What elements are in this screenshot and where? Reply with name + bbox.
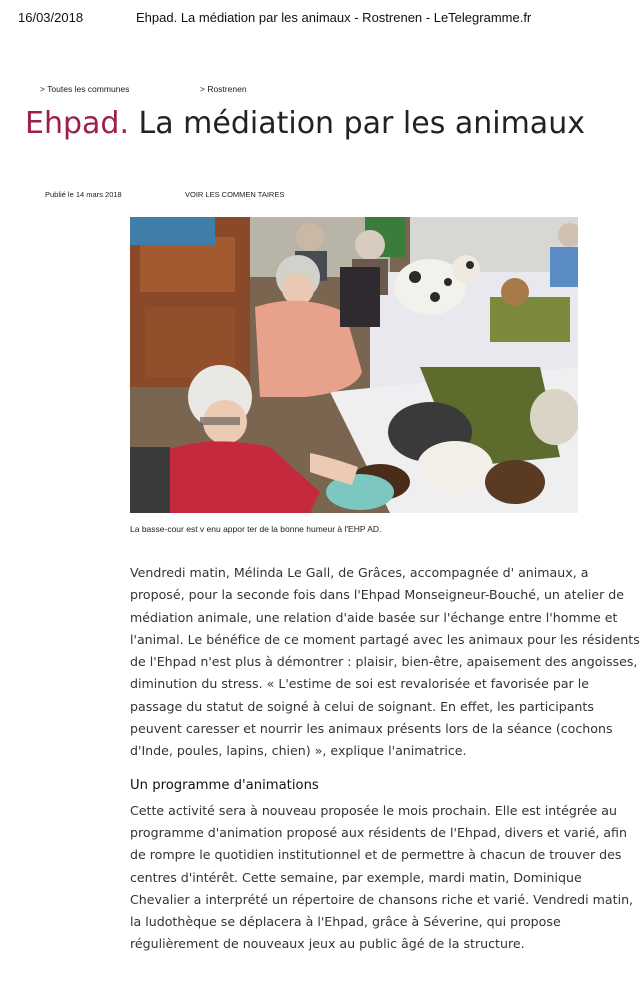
print-page-title: Ehpad. La médiation par les animaux - Rostrenen - LeTelegramme.fr [136,10,532,25]
paragraph-1-line: proposé, pour la seconde fois dans l'Ehpad Monseigneur-Bouché, un atelier de [130,587,624,603]
paragraph-1-line: l'animal. Le bénéfice de ce moment partagé avec les animaux pour les résidents [130,631,640,647]
photo-caption: La basse-cour est v enu appor ter de la bonne humeur à l'EHP AD. [130,524,382,534]
paragraph-2-line: régulièrement de nouveaux jeux au public âgé de la structure. [130,936,525,952]
view-comments-link[interactable]: VOIR LES COMMEN TAIRES [185,190,285,199]
paragraph-1-line: peuvent caresser et nourrir les animaux présents lors de la séance (cochons [130,721,613,737]
article-photo [130,217,578,513]
paragraph-1-line: Vendredi matin, Mélinda Le Gall, de Grâces, accompagnée d' animaux, a [130,565,589,580]
photo-elderly-residents-icon [130,217,578,513]
paragraph-1-line: d'Inde, poules, lapins, chien) », explique l'animatrice. [130,743,467,759]
paragraph-2-line: programme d'animation proposé aux résidents de l'Ehpad, divers et varié, afin [130,824,627,840]
article-headline [25,104,625,144]
article-meta [45,190,465,202]
paragraph-2-line: Cette activité sera à nouveau proposée le mois prochain. Elle est intégrée au [130,802,617,818]
breadcrumb-link-rostrenen[interactable]: > Rostrenen [200,84,247,94]
article-body [130,562,640,956]
headline-kicker: Ehpad. [25,106,129,141]
paragraph-1-line: diminution du stress. « L'estime de soi est revalorisée et favorisée par le [130,676,589,692]
paragraph-2-line: centres d'intérêt. Cette semaine, par exemple, mardi matin, Dominique [130,869,582,885]
paragraph-1-line: médiation animale, une relation d'aide basée sur l'échange entre l'homme et [130,609,618,625]
breadcrumb-link-all-communes[interactable]: > Toutes les communes [40,84,130,94]
print-header [18,10,633,34]
headline-title: La médiation par les animaux [128,106,585,141]
paragraph-2-line: Chevalier a interprété un répertoire de chansons riche et varié. Vendredi matin, [130,891,634,907]
section-subheading: Un programme d'animations [130,777,319,793]
print-date: 16/03/2018 [18,10,84,25]
paragraph-1-line: de l'Ehpad n'est plus à démontrer : plaisir, bien-être, apaisement des angoisses, [130,654,638,670]
paragraph-1-line: passage du statut de soigné à celui de soignant. En effet, les participants [130,698,594,714]
publication-date: Publié le 14 mars 2018 [45,190,122,199]
paragraph-2-line: de rompre le quotidien institutionnel et de permettre à chacun de trouver des [130,847,622,863]
breadcrumb [40,84,400,98]
paragraph-2-line: la ludothèque se déplacera à l'Ehpad, grâce à Séverine, qui propose [130,914,561,930]
